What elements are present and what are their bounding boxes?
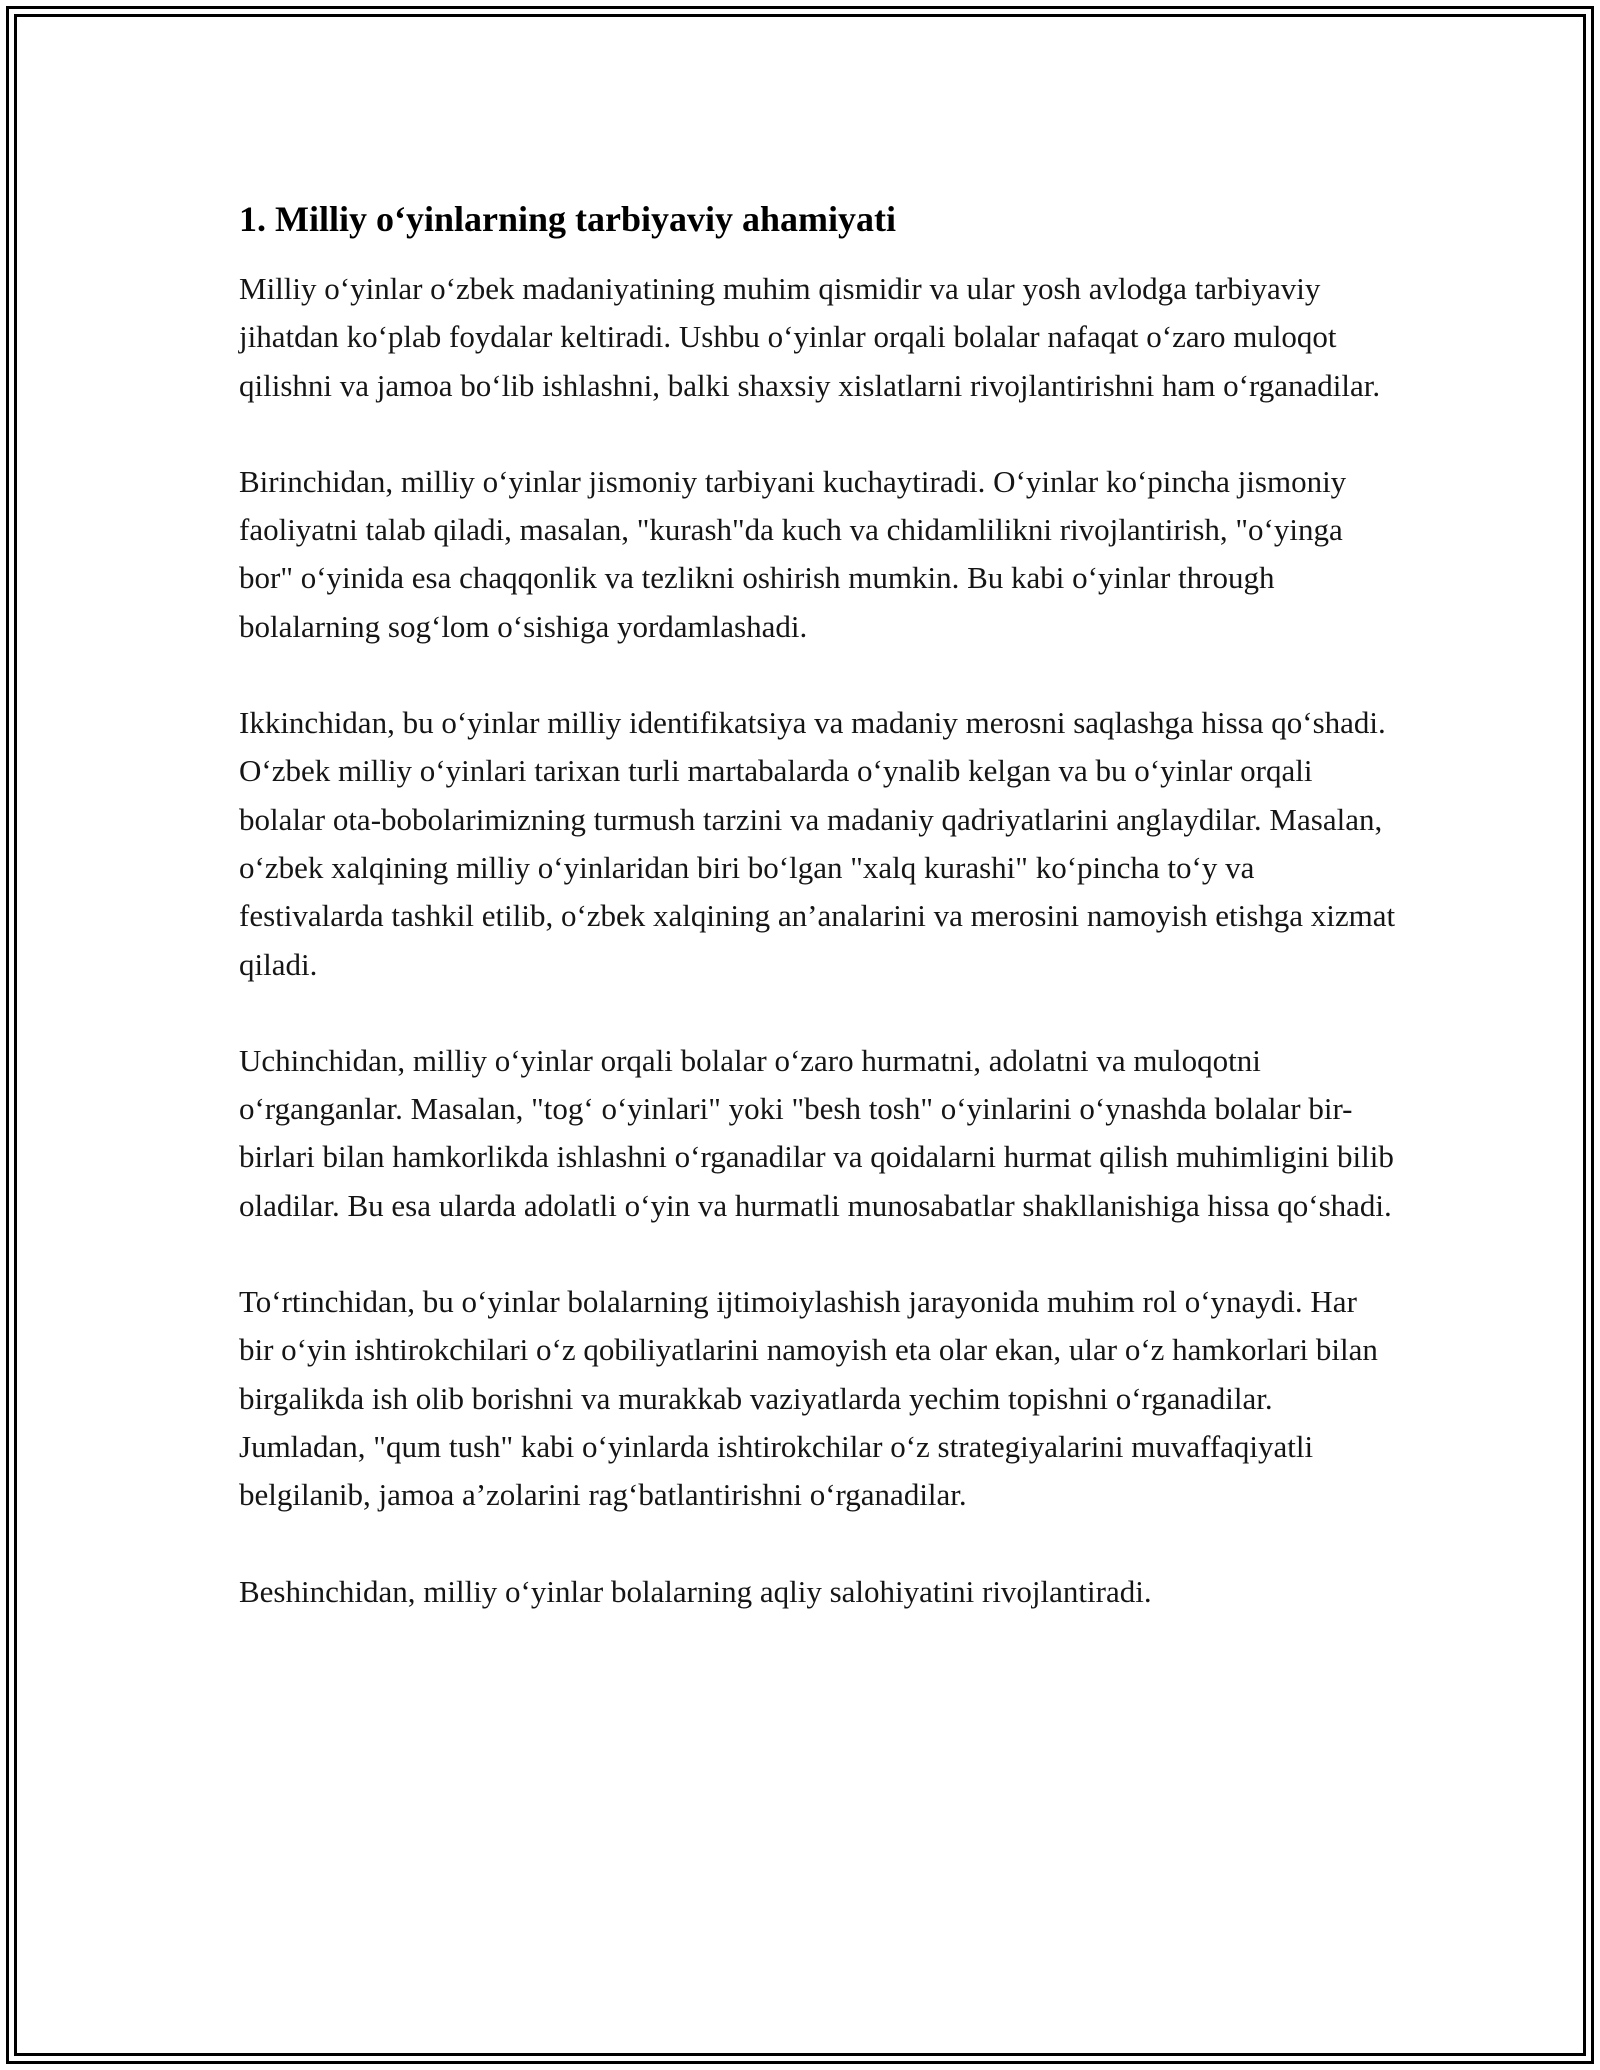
document-body [239,195,1399,1664]
paragraph-third-point: Uchinchidan, milliy o‘yinlar orqali bolalar o‘zaro hurmatni, adolatni va muloqotni o‘rganganlar. Masalan, "tog‘ o‘yinlari" yoki "besh tosh" o‘yinlarini o‘ynashda bolalar bir-birlari bilan hamkorlikda ishlashni o‘rganadilar va qoidalarni hurmat qilish muhimligini bilib oladilar. Bu esa ularda adolatli o‘yin va hurmatli munosabatlar shakllanishiga hissa qo‘shadi. [239,1042,1394,1223]
section-heading: 1. Milliy o‘yinlarning tarbiyaviy ahamiyati [239,199,897,239]
paragraph-fourth-point: To‘rtinchidan, bu o‘yinlar bolalarning ijtimoiylashish jarayonida muhim rol o‘ynaydi. Har bir o‘yin ishtirokchilari o‘z qobiliyatlarini namoyish eta olar ekan, ular o‘z hamkorlari bilan birgalikda ish olib borishni va murakkab vaziyatlarda yechim topishni o‘rganadilar. Jumladan, "qum tush" kabi o‘yinlarda ishtirokchilar o‘z strategiyalarini muvaffaqiyatli belgilanib, jamoa a’zolarini rag‘batlantirishni o‘rganadilar. [239,1284,1378,1513]
page-border-inner [14,14,1586,2056]
paragraph-second-point: Ikkinchidan, bu o‘yinlar milliy identifikatsiya va madaniy merosni saqlashga hissa qo‘shadi. O‘zbek milliy o‘yinlari tarixan turli martabalarda o‘ynalib kelgan va bu o‘yinlar orqali bolalar ota-bobolarimizning turmush tarzini va madaniy qadriyatlarini anglaydilar. Masalan, o‘zbek xalqining milliy o‘yinlaridan biri bo‘lgan "xalq kurashi" ko‘pincha to‘y va festivalarda tashkil etilib, o‘zbek xalqining an’analarini va merosini namoyish etishga xizmat qiladi. [239,705,1396,982]
page-border-outer [6,6,1594,2064]
paragraph-first-point: Birinchidan, milliy o‘yinlar jismoniy tarbiyani kuchaytiradi. O‘yinlar ko‘pincha jismoniy faoliyatni talab qiladi, masalan, "kurash"da kuch va chidamlilikni rivojlantirish, "o‘yinga bor" o‘yinida esa chaqqonlik va tezlikni oshirish mumkin. Bu kabi o‘yinlar through bolalarning sog‘lom o‘sishiga yordamlashadi. [239,463,1347,644]
paragraph-fifth-point: Beshinchidan, milliy o‘yinlar bolalarning aqliy salohiyatini rivojlantiradi. [239,1573,1152,1609]
paragraph-intro: Milliy o‘yinlar o‘zbek madaniyatining muhim qismidir va ular yosh avlodga tarbiyaviy jihatdan ko‘plab foydalar keltiradi. Ushbu o‘yinlar orqali bolalar nafaqat o‘zaro muloqot qilishni va jamoa bo‘lib ishlashni, balki shaxsiy xislatlarni rivojlantirishni ham o‘rganadilar. [239,271,1381,403]
